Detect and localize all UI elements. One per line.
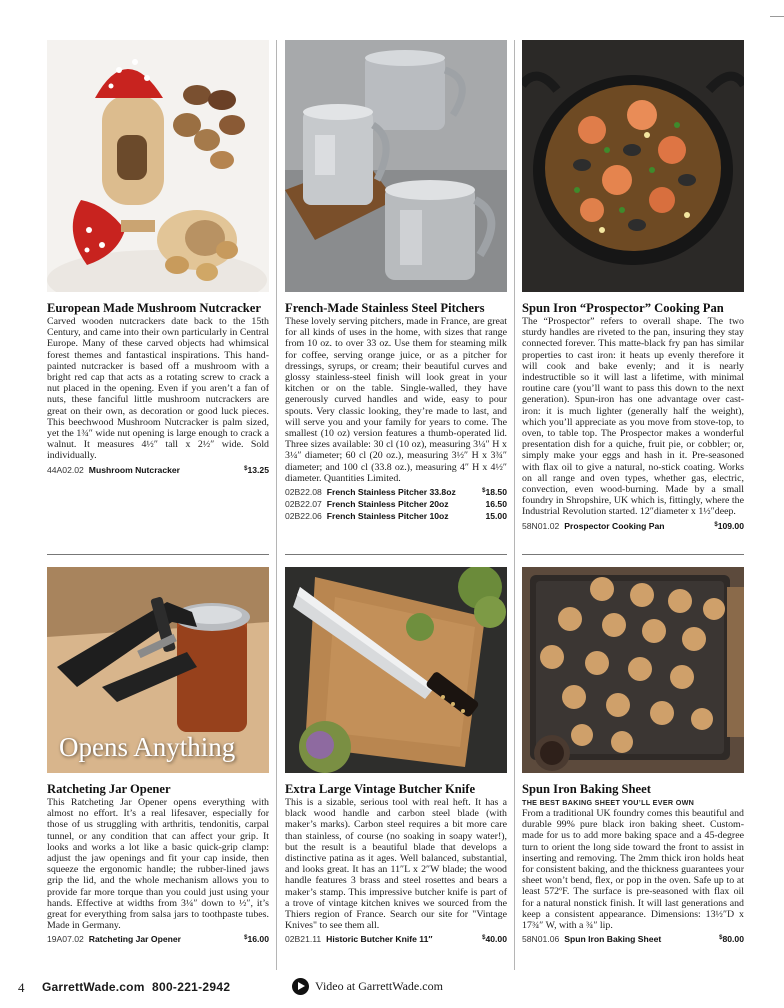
row-divider	[522, 554, 744, 555]
column-divider-right	[514, 40, 515, 970]
price-dollar: $	[244, 935, 248, 942]
sku-row	[522, 933, 744, 945]
sku-row	[47, 933, 269, 945]
price-amount: 80.00	[722, 934, 744, 945]
product-description: These lovely serving pitchers, made in France, are great for all kinds of uses in the home, with sizes that range from 10 oz. to over 33 oz. Use them for steaming milk for coffee, serving orange juice, or as a pitcher for dressings, syrups, or cream; their beautiful curves and glossy stainless-steel finish will look great in your kitchen or on the table. Single-walled, they have generously curved handles and wide, easy to pour spouts. Very classic looking, they’re made to last, and will serve you and your family for years to come. The smallest (10 oz) version features a thumb-operated lid. Three sizes available: 30 cl (10 oz), measuring 3¼″ H x 3¼″ diameter; 60 cl (20 oz.), measuring 3½″ H x 3¾″ diameter; and 100 cl (33.8 oz.), measuring 4″ H x 4½″ diameter. Quantities Limited.	[285, 316, 507, 484]
product-description: This is a sizable, serious tool with real heft. It has a black wood handle and carbon steel blade (with maker’s marks). Carbon steel requires a bit more care than stainless, of course (no soaking in soapy water!), but the result is a beautiful blade that develops a distinctive patina as it ages. Well balanced, substantial, and looks great. It has an 11″L x 2″W blade; the wood handle features 3 brass and steel rosettes and bears a maker’s stamp. This impressive butcher knife is part of a trove of vintage kitchen knives we sourced from the Thiers region of France. Search our site for "Vintage Knives" to see them all.	[285, 797, 507, 932]
price-amount: 13.25	[247, 464, 269, 475]
sku-list	[47, 933, 269, 945]
sku-price	[719, 933, 744, 945]
sku-code: 58N01.06	[522, 934, 560, 945]
row-divider	[285, 554, 507, 555]
price-amount: 16.00	[247, 934, 269, 945]
sku-name[interactable]: French Stainless Pitcher 33.8oz	[326, 487, 456, 498]
sku-price	[244, 464, 269, 476]
sku-price	[244, 933, 269, 945]
sku-code: 44A02.02	[47, 464, 84, 475]
column-divider-left	[276, 40, 277, 970]
product-subhead: THE BEST BAKING SHEET YOU’LL EVER OWN	[522, 798, 695, 807]
price-amount: 109.00	[717, 520, 744, 531]
sku-name[interactable]: French Stainless Pitcher 20oz	[326, 499, 449, 510]
baking-sheet-photo[interactable]	[522, 567, 744, 773]
sku-list	[522, 933, 744, 945]
page-footer	[0, 978, 784, 998]
prospector-pan-photo[interactable]	[522, 40, 744, 292]
sku-price	[714, 520, 744, 532]
video-link[interactable]	[292, 978, 443, 995]
sku-list	[47, 464, 269, 476]
price-amount: 18.50	[485, 487, 507, 498]
price-dollar: $	[482, 935, 486, 942]
row-divider	[47, 554, 269, 555]
video-link-text: Video at GarrettWade.com	[315, 979, 443, 993]
sku-price	[485, 498, 507, 510]
price-dollar: $	[719, 935, 723, 942]
price-dollar: $	[714, 521, 718, 528]
product-description: This Ratcheting Jar Opener opens everything with almost no effort. It’s a real lifesaver, especially for those of us struggling with arthritis, tendonitis, carpal tunnel, or any condition that can affect your grip. It looks and works a lot like a basic quick-grip clamp: adjust the jaw openings and fit your cap inside, then squeeze the ergonomic handle; the rubber-lined jaws grip the lid, and the whole mechanism allows you to provide far more torque than you could just using your hands. Effective at widths from 3¼″ down to ½″, it’s great for everything from salsa jars to toothpaste tubes. Made in Germany.	[47, 797, 269, 932]
stainless-pitchers-photo[interactable]	[285, 40, 507, 292]
product-stainless-pitchers	[285, 40, 507, 523]
product-butcher-knife	[285, 567, 507, 946]
product-baking-sheet	[522, 567, 744, 945]
corner-rule	[770, 16, 784, 17]
price-amount: 40.00	[485, 934, 507, 945]
product-mushroom-nutcracker	[47, 40, 269, 476]
sku-code: 02B22.08	[285, 487, 322, 498]
sku-price	[482, 933, 507, 945]
sku-name[interactable]: Prospector Cooking Pan	[564, 520, 665, 531]
sku-code: 02B22.07	[285, 499, 322, 510]
sku-row	[47, 464, 269, 476]
sku-name[interactable]: Historic Butcher Knife 11″	[326, 934, 433, 945]
sku-row	[285, 498, 507, 510]
sku-row	[285, 510, 507, 522]
sku-price	[485, 510, 507, 522]
sku-list	[285, 933, 507, 945]
sku-row	[285, 486, 507, 498]
sku-name[interactable]: Spun Iron Baking Sheet	[564, 934, 662, 945]
sku-list	[285, 486, 507, 523]
mushroom-nutcracker-photo[interactable]	[47, 40, 269, 292]
product-title: Spun Iron Baking Sheet	[522, 782, 651, 796]
price-dollar: $	[244, 465, 248, 472]
sku-name[interactable]: French Stainless Pitcher 10oz	[326, 511, 449, 522]
product-description: From a traditional UK foundry comes this beautiful and durable 99% pure black iron baking sheet. Custom-made for us to add more baking space and a 45-degree turn to orient the long side toward the front to assist in inserting and removing. The 2mm thick iron holds heat for consistent baking, and the thickness guarantees your sheet won’t bend, flex, or pop in the oven. Safe up to at least 572ºF. The surface is pre-seasoned with flax oil for a natural nonstick finish. It will last generations and keep a consistent appearance. Dimensions: 13½″D x 17¾″ W, with a ¾″ lip.	[522, 808, 744, 932]
phone-number[interactable]: 800-221-2942	[152, 980, 231, 994]
price-amount: 15.00	[485, 511, 507, 522]
product-title: European Made Mushroom Nutcracker	[47, 301, 261, 315]
product-jar-opener	[47, 567, 269, 946]
sku-code: 19A07.02	[47, 934, 84, 945]
product-title: Ratcheting Jar Opener	[47, 782, 171, 796]
jar-opener-photo[interactable]	[47, 567, 269, 773]
sku-list	[522, 520, 744, 532]
site-link[interactable]: GarrettWade.com	[42, 980, 145, 994]
page-number: 4	[18, 980, 25, 995]
price-amount: 16.50	[485, 499, 507, 510]
product-title: Extra Large Vintage Butcher Knife	[285, 782, 476, 796]
sku-code: 58N01.02	[522, 520, 560, 531]
product-description: The “Prospector” refers to overall shape. The two sturdy handles are riveted to the pan, insuring they stay connected forever. This matte-black fry pan has similar properties to cast iron: it heats up evenly therefore it will cook and bake evenly; and it is nearly indestructible so it will last a lifetime, with minimal routine care (you’ll want to pass this down to the next generation). Spun-iron has one advantage over cast-iron: it is much lighter (generally half the weight), which you’ll appreciate as you move from stove-top, to oven, to table top. The Prospector makes a wonderful presentation dish for a quiche, fruit pie, or cobbler; or, simply make your eggs and hash in it. Pre-seasoned with flax oil to give a natural, no-stick coating. Works on all range and oven types, whether gas, electric, convection, even wood-burning. Made by a small foundry in Shropshire, UK which is, fittingly, where the Industrial Revolution started. 12″diameter x 1½″deep.	[522, 316, 744, 518]
price-dollar: $	[482, 488, 486, 495]
product-title: French-Made Stainless Steel Pitchers	[285, 301, 485, 315]
sku-code: 02B21.11	[285, 934, 322, 945]
play-icon	[292, 978, 309, 995]
sku-name[interactable]: Mushroom Nutcracker	[88, 464, 181, 475]
sku-price	[482, 486, 507, 498]
butcher-knife-photo[interactable]	[285, 567, 507, 773]
product-title: Spun Iron “Prospector” Cooking Pan	[522, 301, 724, 315]
product-description: Carved wooden nutcrackers date back to the 15th Century, and came into their own particularly in Central Europe. Many of these carved objects had whimsical forest themes and fantastical inspirations. This hand-painted nutcracker is based off a mushroom with a bright red cap that acts as a rotating screw to crack a nut placed in the opening. Even if you aren’t a fan of nuts, these fanciful little mushroom nutcrackers are great on their own, as decoration or good luck pieces. This beechwood Mushroom Nutcracker is palm sized, yet the 1¾″ wide nut opening is large enough to crack a walnut. It measures 4½″ tall x 2½″ wide. Sold individually.	[47, 316, 269, 462]
photo-overlay-caption: Opens Anything	[59, 732, 236, 762]
product-prospector-pan	[522, 40, 744, 532]
sku-name[interactable]: Ratcheting Jar Opener	[88, 934, 181, 945]
sku-row	[522, 520, 744, 532]
sku-row	[285, 933, 507, 945]
sku-code: 02B22.06	[285, 511, 322, 522]
